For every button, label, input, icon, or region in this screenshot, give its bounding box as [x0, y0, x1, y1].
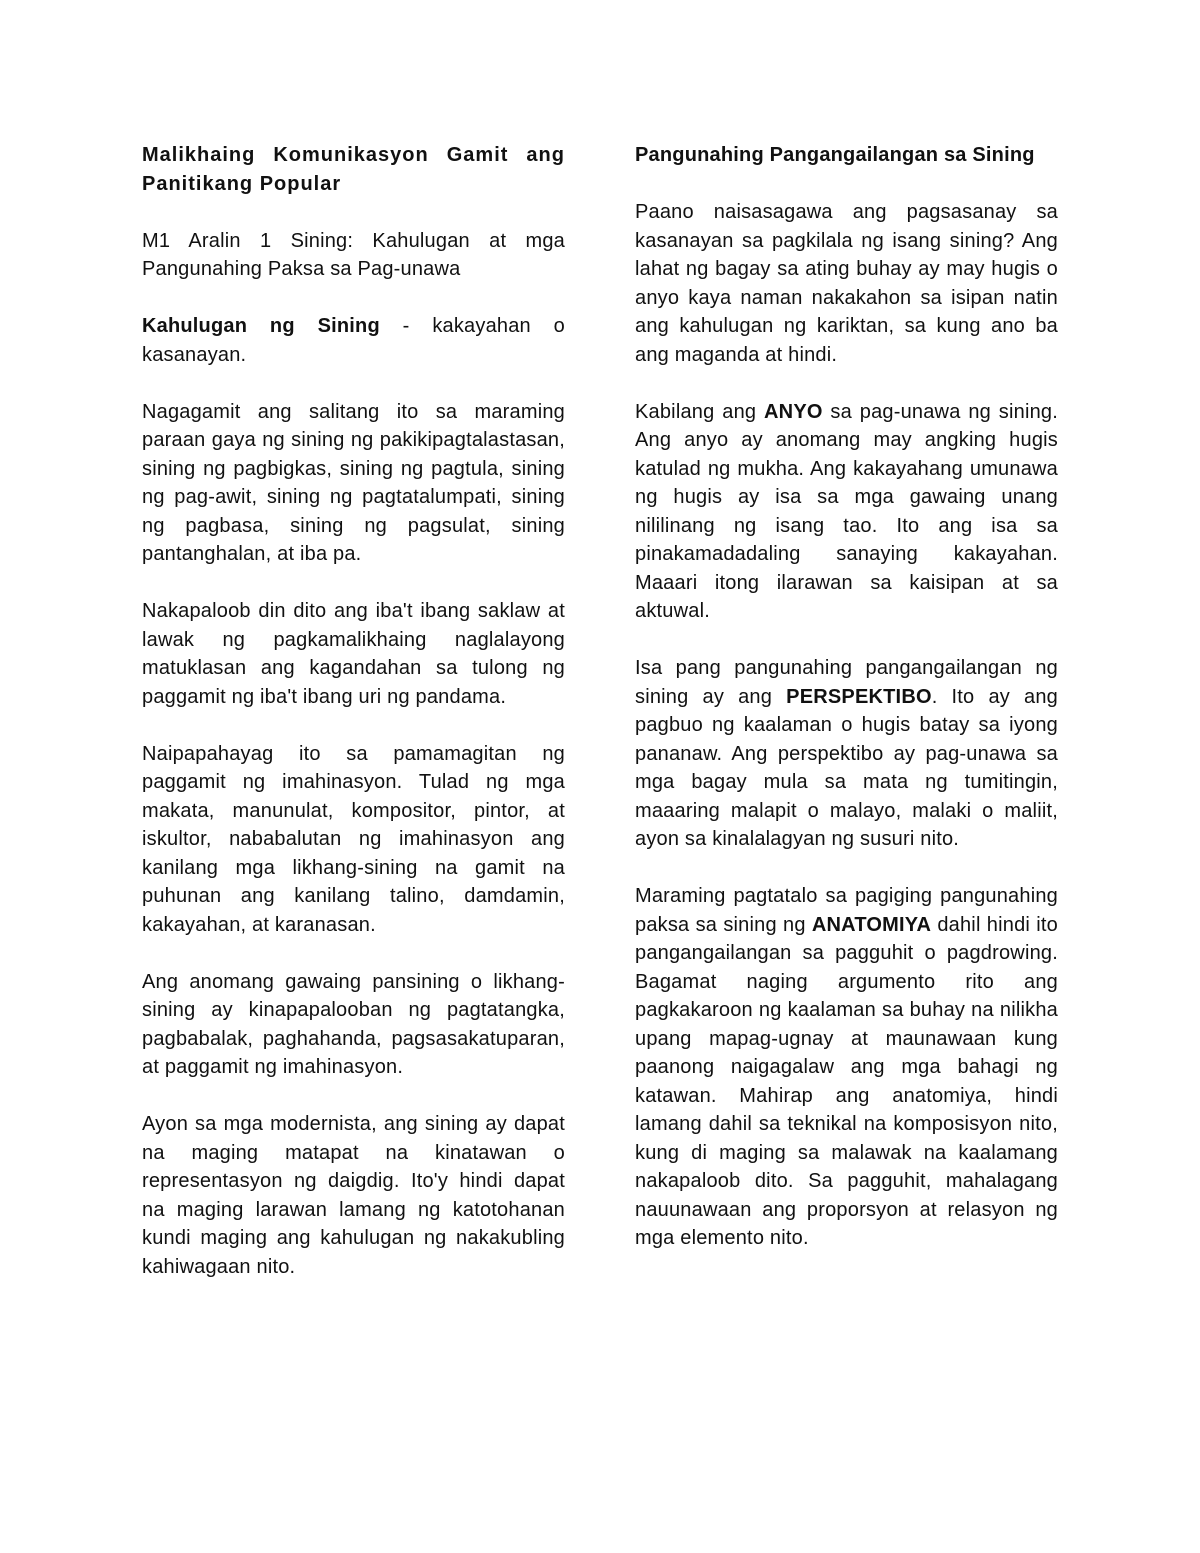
section-heading: Pangunahing Pangangailangan sa Sining	[635, 144, 1035, 166]
paragraph: Paano naisasagawa ang pagsasanay sa kasanayan sa pagkilala ng isang sining? Ang lahat ng bagay sa ating buhay ay may hugis o anyo kaya naman nakakahon sa isipan natin ang kahulugan ng kariktan, sa kung ano ba ang maganda at hindi.	[635, 201, 1058, 366]
keyword-perspektibo: PERSPEKTIBO	[786, 685, 932, 708]
paragraph: Nakapaloob din dito ang iba't ibang saklaw at lawak ng pagkamalikhaing naglalayong matuklasan ang kagandahan sa tulong ng paggamit ng iba't ibang uri ng pandama.	[142, 600, 565, 708]
paragraph: Ayon sa mga modernista, ang sining ay dapat na maging matapat na kinatawan o representasyon ng daigdig. Ito'y hindi dapat na maging larawan lamang ng katotohanan kundi maging ang kahulugan ng nakakubling kahiwagaan nito.	[142, 1113, 565, 1278]
lesson-title: M1 Aralin 1 Sining: Kahulugan at mga Pangunahing Paksa sa Pag-unawa	[142, 229, 565, 280]
paragraph: Naipapahayag ito sa pamamagitan ng paggamit ng imahinasyon. Tulad ng mga makata, manunulat, kompositor, pintor, at iskultor, nababalutan ng imahinasyon ang kanilang mga likhang-sining na gamit na puhunan ang kanilang talino, damdamin, kakayahan, at karanasan.	[142, 742, 565, 936]
definition-term: Kahulugan ng Sining	[142, 315, 380, 337]
definition-text: - kakayahan o kasanayan.	[142, 315, 565, 366]
perspektibo-paragraph	[635, 654, 1058, 854]
keyword-anatomiya: ANATOMIYA	[811, 913, 932, 936]
text-run: dahil hindi ito pangangailangan sa pagguhit o pagdrowing. Bagamat naging argumento rito ang pagkakaroon ng kaalaman sa buhay na nilikha upang mapag-ugnay at maunawaan kung paanong naigagalaw ang mga bahagi ng katawan. Mahirap ang anatomiya, hindi lamang dahil sa teknikal na komposisyon nito, kung di maging sa malawak na kaalamang nakapaloob dito. Sa pagguhit, mahalagang nauunawaan ang proporsyon at relasyon ng mga elemento nito.	[635, 913, 1058, 1249]
text-run: Kabilang ang	[635, 400, 765, 423]
anyo-paragraph	[635, 398, 1058, 626]
document-title: Malikhaing Komunikasyon Gamit ang Panitikang Popular	[142, 144, 565, 195]
right-column	[635, 141, 1058, 1281]
left-column	[142, 141, 565, 1310]
paragraph: Ang anomang gawaing pansining o likhang-sining ay kinapapalooban ng pagtatangka, pagbabalak, paghahanda, pagsasakatuparan, at paggamit ng imahinasyon.	[142, 970, 565, 1078]
paragraph: Nagagamit ang salitang ito sa maraming paraan gaya ng sining ng pakikipagtalastasan, sining ng pagbigkas, sining ng pagtula, sining ng pag-awit, sining ng pagtatalumpati, sining ng pagbasa, sining ng pagsulat, sining pantanghalan, at iba pa.	[142, 400, 565, 565]
text-run: . Ito ay ang pagbuo ng kaalaman o hugis batay sa iyong pananaw. Ang perspektibo ay pag-unawa sa mga bagay mula sa mata ng tumitingin, maaaring malapit o malayo, malaki o maliit, ayon sa kinalalagyan ng susuri nito.	[635, 685, 1059, 850]
text-run: sa pag-unawa ng sining. Ang anyo ay anomang may angking hugis katulad ng mukha. Ang kakayahang umunawa ng hugis ay isa sa mga gawaing unang nililinang ng isang tao. Ito ang isa sa pinakamadadaling sanaying kakayahan. Maaari itong ilarawan sa kaisipan at sa aktuwal.	[635, 400, 1058, 622]
keyword-anyo: ANYO	[764, 400, 823, 423]
text-run: Isa pang pangunahing pangangailangan ng sining ay ang	[635, 657, 1058, 708]
definition-paragraph	[142, 312, 565, 369]
text-run: Maraming pagtatalo sa pagiging pangunahing paksa sa sining ng	[635, 885, 1058, 936]
anatomiya-paragraph	[635, 882, 1058, 1253]
